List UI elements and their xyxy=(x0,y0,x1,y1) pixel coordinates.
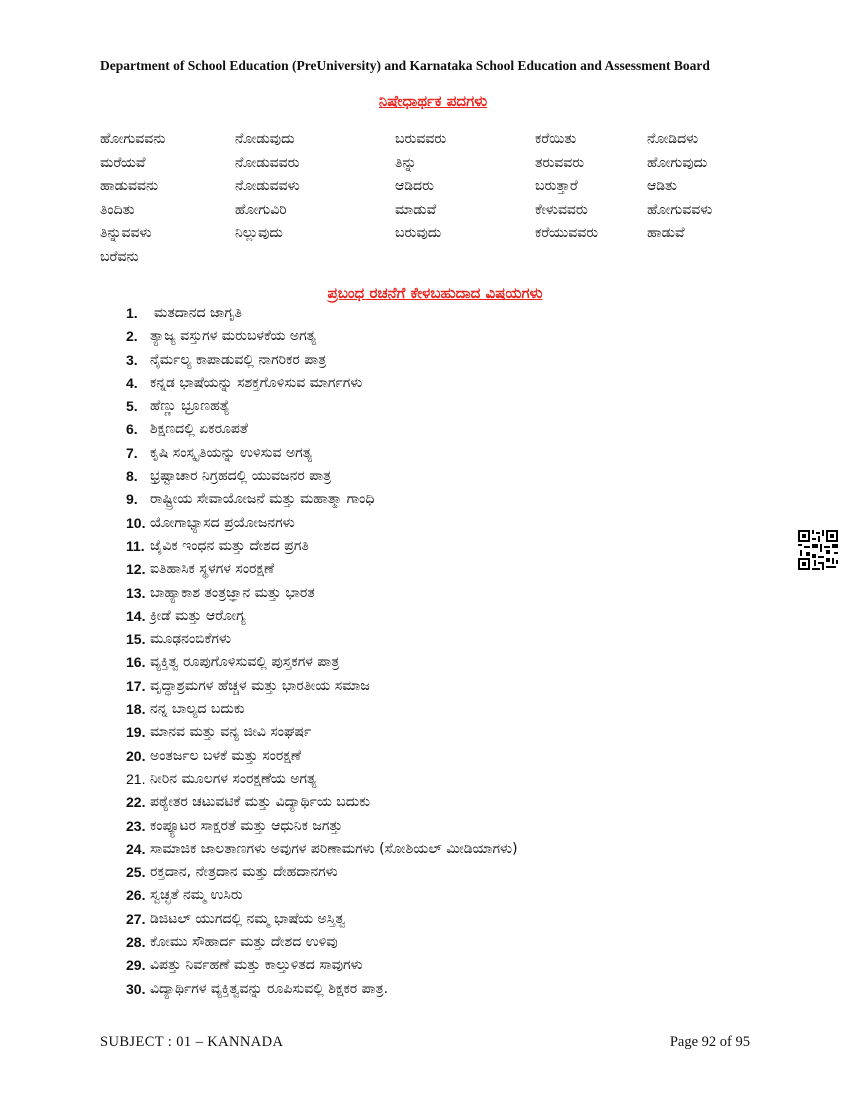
topic-number: 26. xyxy=(126,887,146,904)
topic-number: 16. xyxy=(126,654,146,671)
topic-number: 21. xyxy=(126,770,146,787)
topic-item xyxy=(126,395,518,418)
topic-item xyxy=(126,465,518,488)
topic-item xyxy=(126,675,518,698)
topic-text: ಅಂತರ್ಜಲ ಬಳಕೆ ಮತ್ತು ಸಂರಕ್ಷಣೆ xyxy=(150,747,302,764)
topic-text: ಸಾಮಾಜಿಕ ಜಾಲತಾಣಗಳು ಅವುಗಳ ಪರಿಣಾಮಗಳು (ಸೋಶಿಯಲ್ ಮೀಡಿಯಾಗಳು) xyxy=(150,840,518,857)
word-item: ನಿಲ್ಲುವುದು xyxy=(235,225,283,241)
topic-text: ಮತದಾನದ ಜಾಗೃತಿ xyxy=(154,305,242,321)
word-item: ನೋಡಿದಳು xyxy=(647,131,699,147)
word-item: ಆಡಿದರು xyxy=(395,178,434,194)
topic-item xyxy=(126,488,518,511)
topic-text: ಕೋಮು ಸೌಹಾರ್ದ ಮತ್ತು ದೇಶದ ಉಳಿವು xyxy=(150,934,338,951)
topic-item xyxy=(126,978,518,1001)
footer-page-number: Page 92 of 95 xyxy=(669,1034,750,1050)
topic-item xyxy=(126,931,518,954)
word-item: ನೋಡುವವಳು xyxy=(235,178,300,194)
topic-text: ವೃದ್ಧಾಶ್ರಮಗಳ ಹೆಚ್ಚಳ ಮತ್ತು ಭಾರತೀಯ ಸಮಾಜ xyxy=(150,677,370,694)
topic-text: ಕೃಷಿ ಸಂಸ್ಕೃತಿಯನ್ನು ಉಳಿಸುವ ಅಗತ್ಯ xyxy=(150,444,313,461)
topic-number: 1. xyxy=(126,305,138,321)
topic-text: ಪಠ್ಯೇತರ ಚಟುವಟಿಕೆ ಮತ್ತು ವಿದ್ಯಾರ್ಥಿಯ ಬದುಕು xyxy=(150,794,371,811)
topic-number: 27. xyxy=(126,910,146,927)
word-item: ತಿನ್ನುವವಳು xyxy=(100,225,152,241)
word-item: ಕರೆಯುವವರು xyxy=(535,225,599,241)
word-item: ಬರುವವರು xyxy=(395,131,447,147)
topic-number: 23. xyxy=(126,817,146,834)
topic-text: ವಿದ್ಯಾರ್ಥಿಗಳ ವ್ಯಕ್ತಿತ್ವವನ್ನು ರೂಪಿಸುವಲ್ಲಿ ಶಿಕ್ಷಕರ ಪಾತ್ರ. xyxy=(150,980,389,997)
topic-number: 7. xyxy=(126,444,138,461)
topic-text: ವ್ಯಕ್ತಿತ್ವ ರೂಪುಗೊಳಿಸುವಲ್ಲಿ ಪುಸ್ತಕಗಳ ಪಾತ್ರ xyxy=(150,654,340,671)
topic-number: 3. xyxy=(126,351,138,368)
section-title-essay-topics: ಪ್ರಬಂಧ ರಚನೆಗೆ ಕೇಳಬಹುದಾದ ವಿಷಯಗಳು xyxy=(327,284,543,302)
topic-number: 19. xyxy=(126,724,146,741)
topic-text: ಶಿಕ್ಷಣದಲ್ಲಿ ಏಕರೂಪತೆ xyxy=(150,421,248,438)
topic-number: 6. xyxy=(126,421,138,438)
topic-text: ಮಾನವ ಮತ್ತು ವನ್ಯ ಜೀವಿ ಸಂಘರ್ಷ xyxy=(150,724,312,741)
topic-number: 12. xyxy=(126,561,146,578)
topic-number: 28. xyxy=(126,934,146,951)
topic-text: ಹೆಣ್ಣು ಭ್ರೂಣಹತ್ಯೆ xyxy=(150,398,230,415)
topic-item xyxy=(126,418,518,441)
word-item: ಮರೆಯವೆ xyxy=(100,154,146,171)
word-item: ತಿನ್ನು xyxy=(395,154,417,171)
word-item: ಬರುವುದು xyxy=(395,225,442,241)
topic-number: 24. xyxy=(126,840,146,857)
topic-item xyxy=(126,558,518,581)
topic-number: 17. xyxy=(126,677,146,694)
topic-item xyxy=(126,302,518,325)
topic-number: 29. xyxy=(126,957,146,974)
topic-text: ಸ್ವಚ್ಛತೆ ನಮ್ಮ ಉಸಿರು xyxy=(150,887,243,904)
topic-text: ಕ್ರೀಡೆ ಮತ್ತು ಆರೋಗ್ಯ xyxy=(150,607,246,624)
word-item: ಕೇಳುವವರು xyxy=(535,201,588,218)
topic-number: 8. xyxy=(126,468,138,485)
topic-number: 15. xyxy=(126,631,146,648)
footer-subject: SUBJECT : 01 – KANNADA xyxy=(100,1034,284,1050)
qr-code-icon xyxy=(798,530,838,570)
topic-item xyxy=(126,651,518,674)
topic-text: ನೀರಿನ ಮೂಲಗಳ ಸಂರಕ್ಷಣೆಯ ಅಗತ್ಯ xyxy=(150,770,317,787)
topic-item xyxy=(126,791,518,814)
topic-number: 25. xyxy=(126,864,146,881)
topic-text: ರಕ್ತದಾನ, ನೇತ್ರದಾನ ಮತ್ತು ದೇಹದಾನಗಳು xyxy=(150,864,338,881)
topic-number: 5. xyxy=(126,398,138,415)
topic-item xyxy=(126,908,518,931)
topic-number: 20. xyxy=(126,747,146,764)
topic-text: ನೈರ್ಮಲ್ಯ ಕಾಪಾಡುವಲ್ಲಿ ನಾಗರಿಕರ ಪಾತ್ರ xyxy=(150,351,327,368)
word-item: ಹಾಡುವವನು xyxy=(100,178,159,194)
topic-item xyxy=(126,698,518,721)
word-item: ತಿಂದಿತು xyxy=(100,201,135,218)
word-item: ಆಡಿತು xyxy=(647,178,677,194)
topic-text: ರಾಷ್ಟ್ರೀಯ ಸೇವಾಯೋಜನೆ ಮತ್ತು ಮಹಾತ್ಮಾ ಗಾಂಧಿ xyxy=(150,491,375,508)
topic-number: 30. xyxy=(126,980,146,997)
topic-item xyxy=(126,349,518,372)
topic-item xyxy=(126,512,518,535)
topic-item xyxy=(126,582,518,605)
topic-item xyxy=(126,628,518,651)
word-item: ಬರೆವನು xyxy=(100,248,139,265)
word-item: ಹೋಗುವಿರಿ xyxy=(235,201,287,218)
topic-number: 10. xyxy=(126,514,146,531)
topic-item xyxy=(126,372,518,395)
topic-item xyxy=(126,815,518,838)
essay-topics-list xyxy=(126,302,518,1001)
topic-number: 9. xyxy=(126,491,138,508)
topic-number: 2. xyxy=(126,328,138,345)
topic-text: ವಿಪತ್ತು ನಿರ್ವಹಣೆ ಮತ್ತು ಕಾಲ್ತುಳಿತದ ಸಾವುಗಳು xyxy=(150,957,363,974)
topic-text: ಕನ್ನಡ ಭಾಷೆಯನ್ನು ಸಶಕ್ತಗೊಳಿಸುವ ಮಾರ್ಗಗಳು xyxy=(150,374,363,391)
word-item: ನೋಡುವುದು xyxy=(235,131,295,147)
words-grid xyxy=(100,128,767,269)
topic-number: 4. xyxy=(126,374,138,391)
topic-item xyxy=(126,721,518,744)
topic-number: 14. xyxy=(126,607,146,624)
topic-item xyxy=(126,838,518,861)
word-item: ತರುವವರು xyxy=(535,154,585,171)
word-item: ಮಾಡುವೆ xyxy=(395,201,437,218)
topic-item xyxy=(126,535,518,558)
topic-item xyxy=(126,861,518,884)
topic-text: ಮೂಢನಂಬಿಕೆಗಳು xyxy=(150,631,232,648)
topic-item xyxy=(126,605,518,628)
topic-text: ಕಂಪ್ಯೂಟರ ಸಾಕ್ಷರತೆ ಮತ್ತು ಆಧುನಿಕ ಜಗತ್ತು xyxy=(150,817,343,834)
section-title-negative-words: ನಿಷೇಧಾರ್ಥಕ ಪದಗಳು xyxy=(378,92,488,110)
topic-number: 22. xyxy=(126,794,146,811)
topic-item xyxy=(126,768,518,791)
page-header: Department of School Education (PreUniversity) and Karnataka School Education and Assessment Board xyxy=(100,58,710,73)
topic-number: 13. xyxy=(126,584,146,601)
topic-number: 18. xyxy=(126,701,146,718)
topic-item xyxy=(126,954,518,977)
topic-text: ತ್ಯಾಜ್ಯ ವಸ್ತುಗಳ ಮರುಬಳಕೆಯ ಅಗತ್ಯ xyxy=(150,328,317,345)
word-item: ನೋಡುವವರು xyxy=(235,154,300,171)
word-item: ಬರುತ್ತಾರೆ xyxy=(535,178,578,194)
topic-text: ಬಾಹ್ಯಾಕಾಶ ತಂತ್ರಜ್ಞಾನ ಮತ್ತು ಭಾರತ xyxy=(150,584,315,601)
topic-item xyxy=(126,442,518,465)
topic-number: 11. xyxy=(126,537,145,554)
topic-item xyxy=(126,745,518,768)
word-item: ಹೋಗುವವನು xyxy=(100,131,166,147)
word-item: ಹೋಗುವುದು xyxy=(647,154,708,171)
topic-text: ಐತಿಹಾಸಿಕ ಸ್ಥಳಗಳ ಸಂರಕ್ಷಣೆ xyxy=(150,561,275,578)
topic-text: ಜೈವಿಕ ಇಂಧನ ಮತ್ತು ದೇಶದ ಪ್ರಗತಿ xyxy=(150,537,309,554)
topic-item xyxy=(126,325,518,348)
word-item: ಹಾಡುವೆ xyxy=(647,225,685,241)
topic-text: ಡಿಜಿಟಲ್ ಯುಗದಲ್ಲಿ ನಮ್ಮ ಭಾಷೆಯ ಅಸ್ತಿತ್ವ xyxy=(150,910,346,927)
topic-text: ಭ್ರಷ್ಟಾಚಾರ ನಿಗ್ರಹದಲ್ಲಿ ಯುವಜನರ ಪಾತ್ರ xyxy=(150,468,332,485)
topic-text: ಯೋಗಾಭ್ಯಾಸದ ಪ್ರಯೋಜನಗಳು xyxy=(150,514,295,531)
topic-item xyxy=(126,884,518,907)
topic-text: ನನ್ನ ಬಾಲ್ಯದ ಬದುಕು xyxy=(150,701,245,718)
word-item: ಕರೆಯಿತು xyxy=(535,131,577,147)
word-item: ಹೋಗುವವಳು xyxy=(647,201,713,218)
